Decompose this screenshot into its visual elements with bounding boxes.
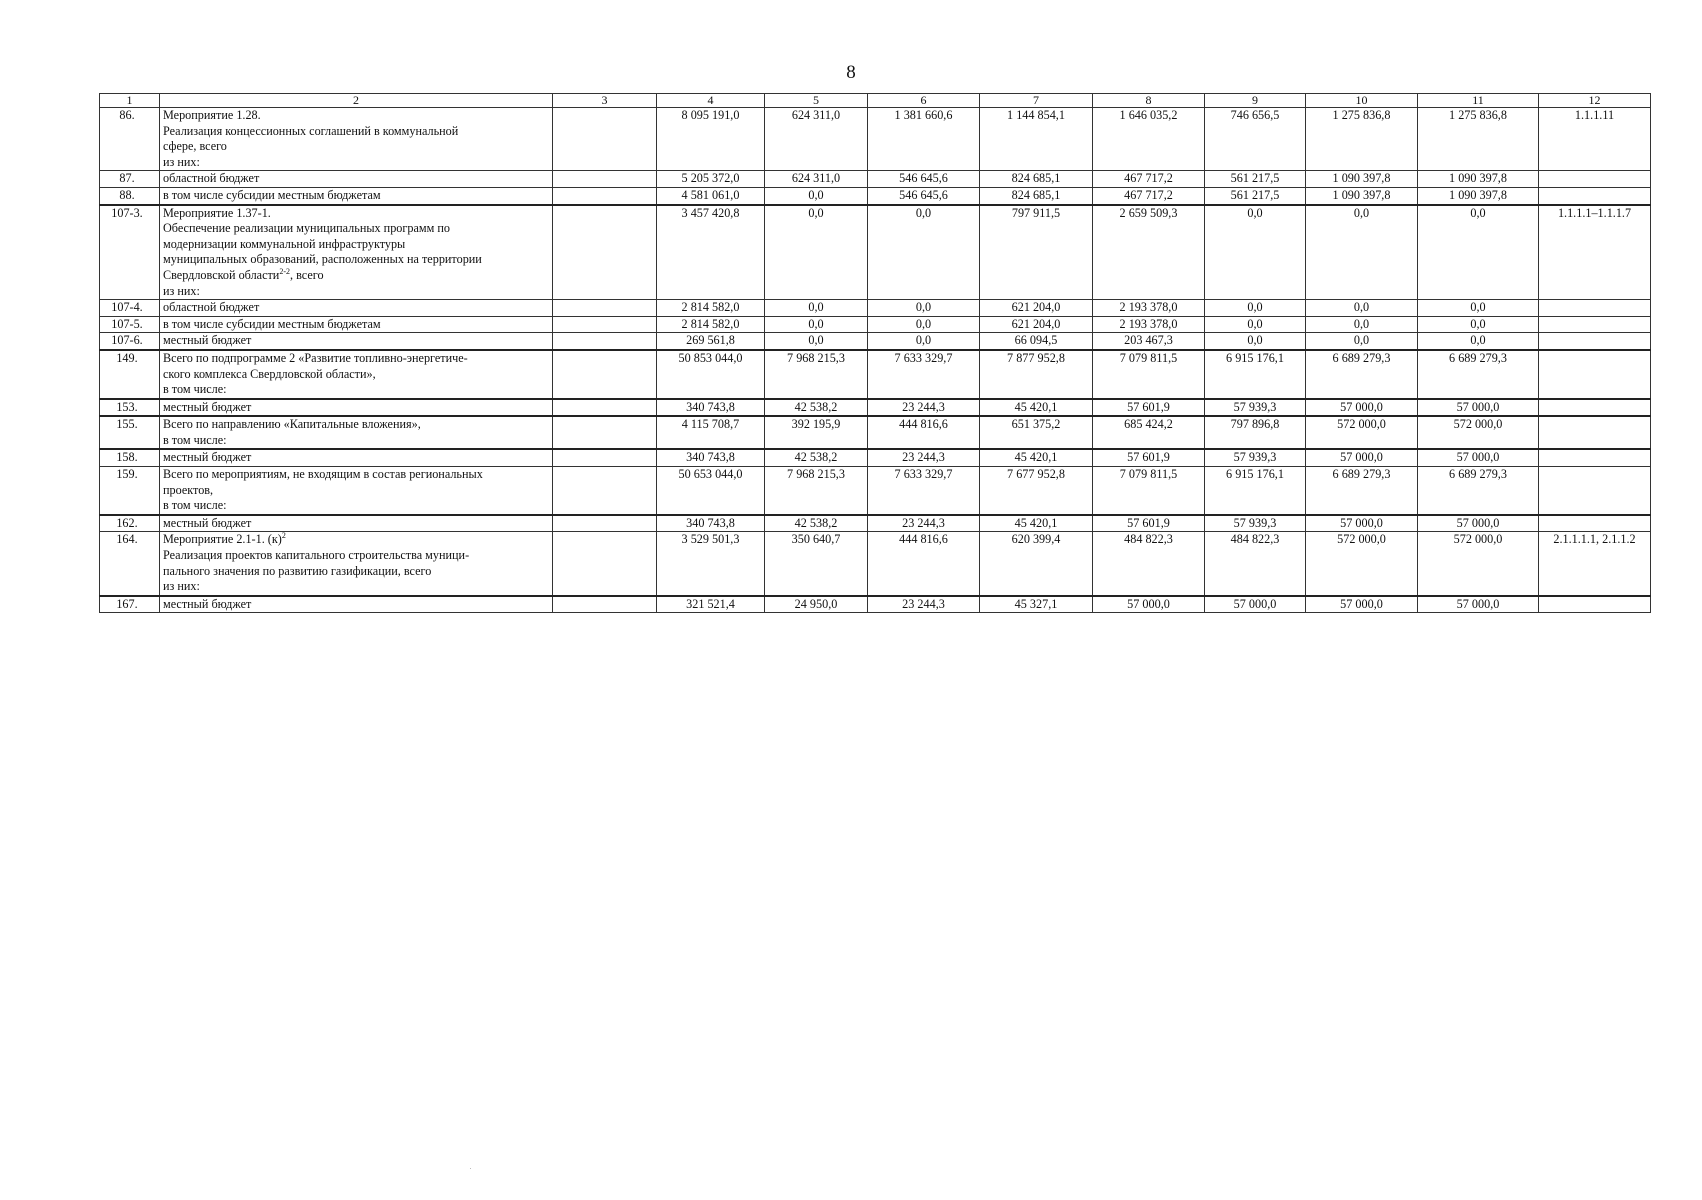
value-cell-col-11: 57 000,0 — [1418, 449, 1539, 466]
column-header-1: 1 — [100, 94, 160, 108]
value-cell-col-7: 621 204,0 — [980, 300, 1093, 317]
value-cell-col-9: 57 939,3 — [1205, 399, 1306, 417]
column-3-cell — [553, 532, 657, 596]
row-description — [160, 449, 553, 466]
value-cell-col-11: 57 000,0 — [1418, 399, 1539, 417]
row-description — [160, 300, 553, 317]
value-cell-col-6: 23 244,3 — [868, 449, 980, 466]
description-line: областной бюджет — [163, 171, 260, 186]
description-line: сфере, всего — [163, 139, 227, 154]
value-cell-col-8: 2 193 378,0 — [1093, 316, 1205, 333]
value-cell-col-11: 57 000,0 — [1418, 596, 1539, 613]
column-3-cell — [553, 300, 657, 317]
table-row — [100, 300, 1651, 317]
value-cell-col-4: 321 521,4 — [657, 596, 765, 613]
column-3-cell — [553, 416, 657, 449]
value-cell-col-6: 546 645,6 — [868, 171, 980, 188]
value-cell-col-9: 746 656,5 — [1205, 108, 1306, 171]
value-cell-col-11: 1 090 397,8 — [1418, 171, 1539, 188]
value-cell-col-5: 0,0 — [765, 333, 868, 350]
table-row — [100, 187, 1651, 204]
row-description — [160, 205, 553, 300]
value-cell-col-11: 1 090 397,8 — [1418, 187, 1539, 204]
description-line: Мероприятие 2.1-1. $(к)^2$ — [163, 531, 286, 547]
column-3-cell — [553, 399, 657, 417]
column-header-4: 4 — [657, 94, 765, 108]
column-header-12: 12 — [1539, 94, 1651, 108]
value-cell-col-9: 0,0 — [1205, 300, 1306, 317]
target-code-cell — [1539, 449, 1651, 466]
value-cell-col-4: 340 743,8 — [657, 515, 765, 532]
value-cell-col-8: 1 646 035,2 — [1093, 108, 1205, 171]
description-line: Мероприятие 1.37-1. — [163, 205, 271, 220]
value-cell-col-9: 561 217,5 — [1205, 171, 1306, 188]
value-cell-col-7: 1 144 854,1 — [980, 108, 1093, 171]
description-line: Свердловской области$^{2-2}$, всего — [163, 266, 324, 282]
value-cell-col-10: 6 689 279,3 — [1306, 350, 1418, 399]
value-cell-col-5: 7 968 215,3 — [765, 467, 868, 515]
column-3-cell — [553, 333, 657, 350]
value-cell-col-10: 57 000,0 — [1306, 449, 1418, 466]
value-cell-col-9: 0,0 — [1205, 333, 1306, 350]
description-line: пального значения по развитию газификации, всего — [163, 563, 432, 578]
row-description — [160, 316, 553, 333]
value-cell-col-8: 57 601,9 — [1093, 449, 1205, 466]
value-cell-col-4: 50 653 044,0 — [657, 467, 765, 515]
table-row — [100, 350, 1651, 399]
value-cell-col-4: 2 814 582,0 — [657, 316, 765, 333]
value-cell-col-6: 444 816,6 — [868, 416, 980, 449]
table-row — [100, 515, 1651, 532]
scan-artifact — [470, 1168, 471, 1169]
row-number: 162. — [100, 515, 160, 532]
value-cell-col-5: 42 538,2 — [765, 515, 868, 532]
value-cell-col-10: 0,0 — [1306, 205, 1418, 300]
description-line: из них: — [163, 154, 200, 169]
description-line: Всего по подпрограмме 2 «Развитие топливно-энергетиче- — [163, 350, 468, 365]
value-cell-col-8: 57 000,0 — [1093, 596, 1205, 613]
value-cell-col-9: 797 896,8 — [1205, 416, 1306, 449]
value-cell-col-10: 0,0 — [1306, 300, 1418, 317]
value-cell-col-8: 7 079 811,5 — [1093, 467, 1205, 515]
value-cell-col-5: 42 538,2 — [765, 449, 868, 466]
value-cell-col-8: 7 079 811,5 — [1093, 350, 1205, 399]
value-cell-col-4: 3 529 501,3 — [657, 532, 765, 596]
description-line: в том числе: — [163, 432, 227, 447]
value-cell-col-4: 340 743,8 — [657, 399, 765, 417]
description-line: Всего по направлению «Капитальные вложения», — [163, 417, 421, 432]
value-cell-col-6: 7 633 329,7 — [868, 467, 980, 515]
table-row — [100, 596, 1651, 613]
table-row — [100, 108, 1651, 171]
value-cell-col-9: 57 939,3 — [1205, 449, 1306, 466]
description-line: местный бюджет — [163, 399, 252, 414]
value-cell-col-6: 0,0 — [868, 205, 980, 300]
value-cell-col-5: 0,0 — [765, 205, 868, 300]
row-description — [160, 532, 553, 596]
value-cell-col-6: 0,0 — [868, 300, 980, 317]
target-code-cell — [1539, 333, 1651, 350]
row-description — [160, 515, 553, 532]
value-cell-col-10: 57 000,0 — [1306, 399, 1418, 417]
value-cell-col-7: 621 204,0 — [980, 316, 1093, 333]
value-cell-col-11: 0,0 — [1418, 333, 1539, 350]
value-cell-col-4: 5 205 372,0 — [657, 171, 765, 188]
row-description — [160, 187, 553, 204]
value-cell-col-10: 1 090 397,8 — [1306, 187, 1418, 204]
description-line: Реализация проектов капитального строительства муници- — [163, 548, 470, 563]
column-3-cell — [553, 316, 657, 333]
value-cell-col-10: 57 000,0 — [1306, 515, 1418, 532]
value-cell-col-7: 45 420,1 — [980, 515, 1093, 532]
value-cell-col-8: 57 601,9 — [1093, 399, 1205, 417]
value-cell-col-7: 7 877 952,8 — [980, 350, 1093, 399]
table-row — [100, 399, 1651, 417]
table-row — [100, 205, 1651, 300]
value-cell-col-7: 651 375,2 — [980, 416, 1093, 449]
value-cell-col-4: 3 457 420,8 — [657, 205, 765, 300]
value-cell-col-6: 0,0 — [868, 316, 980, 333]
description-line: в том числе: — [163, 382, 227, 397]
row-description — [160, 596, 553, 613]
target-code-cell — [1539, 350, 1651, 399]
target-code-cell — [1539, 316, 1651, 333]
row-description — [160, 467, 553, 515]
description-line: областной бюджет — [163, 300, 260, 315]
value-cell-col-5: 7 968 215,3 — [765, 350, 868, 399]
column-header-2: 2 — [160, 94, 553, 108]
value-cell-col-6: 1 381 660,6 — [868, 108, 980, 171]
target-code-cell — [1539, 300, 1651, 317]
value-cell-col-6: 546 645,6 — [868, 187, 980, 204]
target-code-cell — [1539, 515, 1651, 532]
table-row — [100, 316, 1651, 333]
description-line: Мероприятие 1.28. — [163, 108, 261, 122]
budget-table — [99, 93, 1651, 613]
table-row — [100, 333, 1651, 350]
target-code-cell — [1539, 467, 1651, 515]
value-cell-col-7: 45 420,1 — [980, 449, 1093, 466]
value-cell-col-8: 203 467,3 — [1093, 333, 1205, 350]
value-cell-col-7: 45 420,1 — [980, 399, 1093, 417]
value-cell-col-8: 57 601,9 — [1093, 515, 1205, 532]
column-number-header-row — [100, 94, 1651, 108]
description-line: местный бюджет — [163, 333, 252, 348]
row-description — [160, 399, 553, 417]
value-cell-col-11: 572 000,0 — [1418, 532, 1539, 596]
footnote-superscript: 2 — [281, 531, 286, 541]
description-line: местный бюджет — [163, 596, 252, 611]
value-cell-col-5: 624 311,0 — [765, 171, 868, 188]
column-3-cell — [553, 108, 657, 171]
row-description — [160, 416, 553, 449]
value-cell-col-5: 624 311,0 — [765, 108, 868, 171]
description-line: местный бюджет — [163, 450, 252, 465]
table-row — [100, 416, 1651, 449]
row-number: 159. — [100, 467, 160, 515]
row-number: 107-4. — [100, 300, 160, 317]
value-cell-col-11: 0,0 — [1418, 316, 1539, 333]
column-3-cell — [553, 187, 657, 204]
target-code-cell — [1539, 187, 1651, 204]
value-cell-col-6: 7 633 329,7 — [868, 350, 980, 399]
description-line: Реализация концессионных соглашений в коммунальной — [163, 123, 459, 138]
value-cell-col-4: 50 853 044,0 — [657, 350, 765, 399]
row-number: 149. — [100, 350, 160, 399]
value-cell-col-11: 572 000,0 — [1418, 416, 1539, 449]
column-3-cell — [553, 171, 657, 188]
value-cell-col-5: 42 538,2 — [765, 399, 868, 417]
row-number: 153. — [100, 399, 160, 417]
description-line: муниципальных образований, расположенных на территории — [163, 252, 482, 267]
value-cell-col-10: 1 090 397,8 — [1306, 171, 1418, 188]
description-line: в том числе субсидии местным бюджетам — [163, 316, 381, 331]
target-code-cell — [1539, 171, 1651, 188]
value-cell-col-4: 269 561,8 — [657, 333, 765, 350]
description-line: Обеспечение реализации муниципальных программ по — [163, 221, 450, 236]
row-number: 87. — [100, 171, 160, 188]
value-cell-col-4: 4 581 061,0 — [657, 187, 765, 204]
value-cell-col-6: 23 244,3 — [868, 515, 980, 532]
description-line: проектов, — [163, 482, 214, 497]
column-header-6: 6 — [868, 94, 980, 108]
value-cell-col-4: 8 095 191,0 — [657, 108, 765, 171]
table-row — [100, 449, 1651, 466]
row-number: 107-3. — [100, 205, 160, 300]
value-cell-col-7: 45 327,1 — [980, 596, 1093, 613]
value-cell-col-11: 57 000,0 — [1418, 515, 1539, 532]
column-3-cell — [553, 449, 657, 466]
value-cell-col-9: 57 000,0 — [1205, 596, 1306, 613]
value-cell-col-8: 685 424,2 — [1093, 416, 1205, 449]
value-cell-col-9: 0,0 — [1205, 316, 1306, 333]
description-line: из них: — [163, 283, 200, 298]
value-cell-col-9: 57 939,3 — [1205, 515, 1306, 532]
column-header-5: 5 — [765, 94, 868, 108]
column-3-cell — [553, 350, 657, 399]
target-code-cell — [1539, 416, 1651, 449]
value-cell-col-10: 0,0 — [1306, 316, 1418, 333]
value-cell-col-5: 0,0 — [765, 300, 868, 317]
target-code-cell — [1539, 596, 1651, 613]
target-code-cell: 1.1.1.1–1.1.1.7 — [1539, 205, 1651, 300]
column-header-7: 7 — [980, 94, 1093, 108]
page-number: 8 — [846, 62, 856, 83]
value-cell-col-5: 24 950,0 — [765, 596, 868, 613]
column-header-11: 11 — [1418, 94, 1539, 108]
target-code-cell — [1539, 399, 1651, 417]
row-number: 86. — [100, 108, 160, 171]
column-header-10: 10 — [1306, 94, 1418, 108]
description-line: из них: — [163, 579, 200, 594]
value-cell-col-7: 66 094,5 — [980, 333, 1093, 350]
value-cell-col-6: 23 244,3 — [868, 596, 980, 613]
table-row — [100, 171, 1651, 188]
row-number: 158. — [100, 449, 160, 466]
value-cell-col-9: 0,0 — [1205, 205, 1306, 300]
value-cell-col-8: 2 193 378,0 — [1093, 300, 1205, 317]
value-cell-col-10: 57 000,0 — [1306, 596, 1418, 613]
row-description — [160, 333, 553, 350]
value-cell-col-10: 6 689 279,3 — [1306, 467, 1418, 515]
column-3-cell — [553, 515, 657, 532]
value-cell-col-4: 2 814 582,0 — [657, 300, 765, 317]
table-row — [100, 467, 1651, 515]
description-line: в том числе: — [163, 498, 227, 513]
value-cell-col-7: 824 685,1 — [980, 187, 1093, 204]
value-cell-col-9: 561 217,5 — [1205, 187, 1306, 204]
row-number: 107-5. — [100, 316, 160, 333]
value-cell-col-8: 467 717,2 — [1093, 171, 1205, 188]
description-line: Всего по мероприятиям, не входящим в состав региональных — [163, 467, 483, 482]
column-3-cell — [553, 467, 657, 515]
value-cell-col-4: 4 115 708,7 — [657, 416, 765, 449]
description-line: местный бюджет — [163, 515, 252, 530]
column-header-9: 9 — [1205, 94, 1306, 108]
column-3-cell — [553, 205, 657, 300]
value-cell-col-11: 0,0 — [1418, 300, 1539, 317]
value-cell-col-8: 2 659 509,3 — [1093, 205, 1205, 300]
description-line: модернизации коммунальной инфраструктуры — [163, 236, 406, 251]
row-number: 107-6. — [100, 333, 160, 350]
value-cell-col-6: 444 816,6 — [868, 532, 980, 596]
row-description — [160, 108, 553, 171]
footnote-superscript: 2-2 — [279, 266, 290, 276]
value-cell-col-11: 0,0 — [1418, 205, 1539, 300]
value-cell-col-7: 620 399,4 — [980, 532, 1093, 596]
value-cell-col-8: 467 717,2 — [1093, 187, 1205, 204]
target-code-cell: 1.1.1.11 — [1539, 108, 1651, 171]
value-cell-col-5: 0,0 — [765, 316, 868, 333]
value-cell-col-7: 7 677 952,8 — [980, 467, 1093, 515]
value-cell-col-5: 0,0 — [765, 187, 868, 204]
row-number: 164. — [100, 532, 160, 596]
value-cell-col-9: 484 822,3 — [1205, 532, 1306, 596]
target-code-cell: 2.1.1.1.1, 2.1.1.2 — [1539, 532, 1651, 596]
value-cell-col-5: 350 640,7 — [765, 532, 868, 596]
value-cell-col-6: 23 244,3 — [868, 399, 980, 417]
value-cell-col-10: 1 275 836,8 — [1306, 108, 1418, 171]
row-number: 155. — [100, 416, 160, 449]
row-description — [160, 171, 553, 188]
column-header-8: 8 — [1093, 94, 1205, 108]
row-number: 88. — [100, 187, 160, 204]
value-cell-col-10: 572 000,0 — [1306, 532, 1418, 596]
value-cell-col-5: 392 195,9 — [765, 416, 868, 449]
value-cell-col-11: 6 689 279,3 — [1418, 467, 1539, 515]
value-cell-col-9: 6 915 176,1 — [1205, 467, 1306, 515]
value-cell-col-10: 0,0 — [1306, 333, 1418, 350]
row-description — [160, 350, 553, 399]
value-cell-col-11: 1 275 836,8 — [1418, 108, 1539, 171]
value-cell-col-9: 6 915 176,1 — [1205, 350, 1306, 399]
description-line: в том числе субсидии местным бюджетам — [163, 187, 381, 202]
column-3-cell — [553, 596, 657, 613]
table-row — [100, 532, 1651, 596]
value-cell-col-6: 0,0 — [868, 333, 980, 350]
description-line: ского комплекса Свердловской области», — [163, 366, 376, 381]
row-number: 167. — [100, 596, 160, 613]
value-cell-col-4: 340 743,8 — [657, 449, 765, 466]
value-cell-col-7: 824 685,1 — [980, 171, 1093, 188]
value-cell-col-10: 572 000,0 — [1306, 416, 1418, 449]
column-header-3: 3 — [553, 94, 657, 108]
value-cell-col-7: 797 911,5 — [980, 205, 1093, 300]
value-cell-col-11: 6 689 279,3 — [1418, 350, 1539, 399]
value-cell-col-8: 484 822,3 — [1093, 532, 1205, 596]
